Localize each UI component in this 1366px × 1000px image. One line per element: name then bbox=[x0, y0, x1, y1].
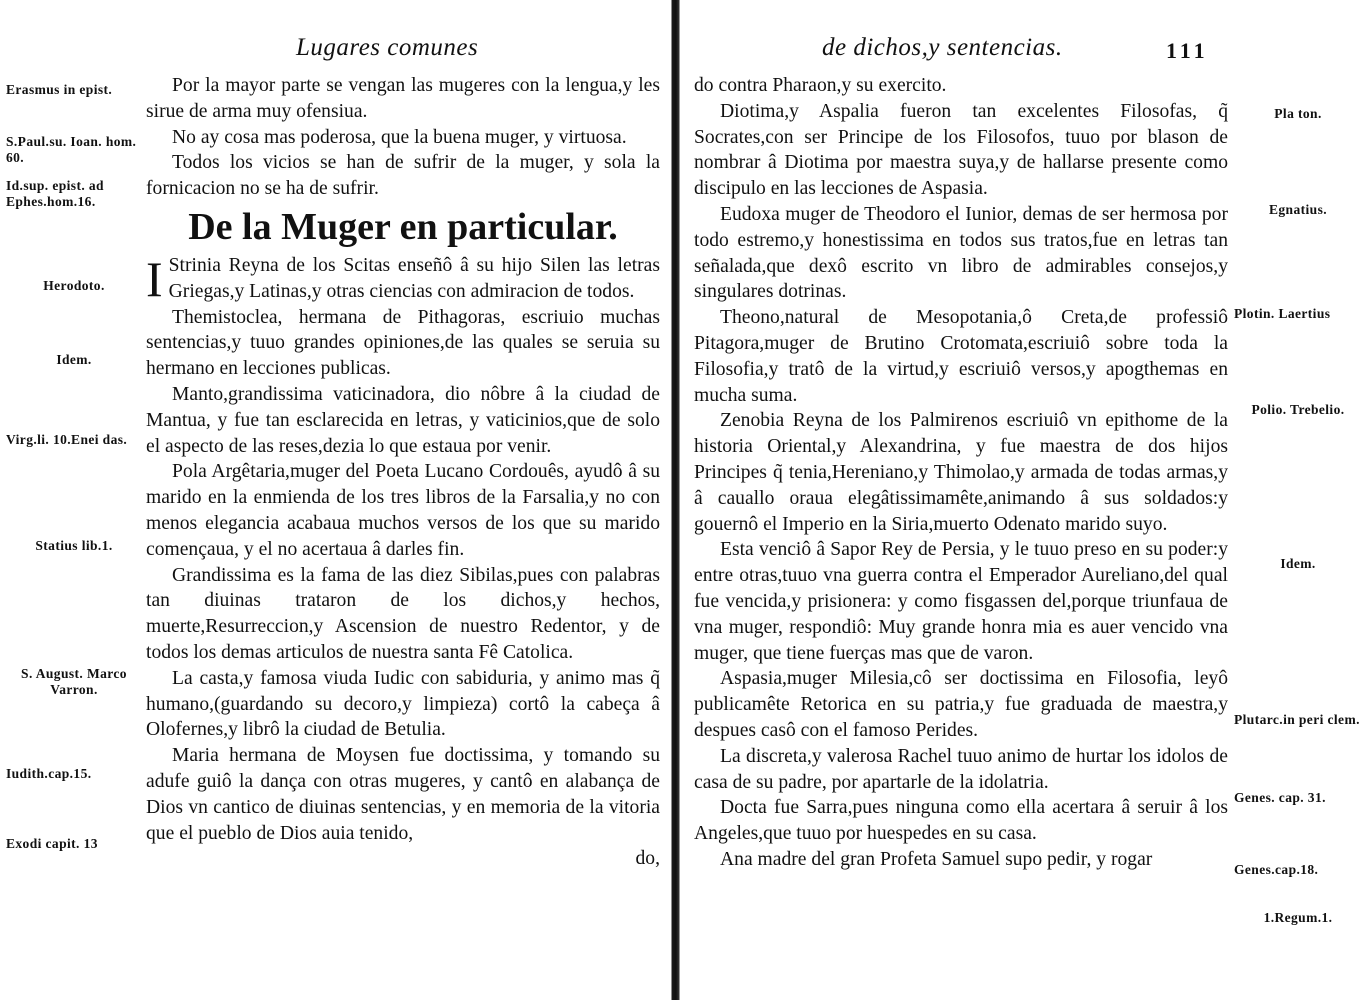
left-text-block bbox=[146, 73, 660, 872]
paragraph: Pola Argêtaria,muger del Poeta Lucano Cordouês, ayudô â su marido en la enmienda de los tres libros de la Farsalia,y no con menos elegancia acabaua muchos versos de los que su marido començaua, y el no acertaua â darles fin. bbox=[146, 461, 660, 560]
margin-note: Exodi capit. 13 bbox=[6, 836, 98, 851]
paragraph bbox=[146, 250, 660, 307]
margin-note: Genes.cap.18. bbox=[1234, 862, 1319, 877]
paragraph: Aspasia,muger Milesia,cô ser doctissima en Filosofia, leyô publicamête Retorica en su patria,y fue graduada de maestra,y despues casô con el famoso Perides. bbox=[694, 668, 1228, 741]
margin-note: S.Paul.su. Ioan. hom. 60. bbox=[6, 134, 137, 165]
margin-note: Statius lib.1. bbox=[35, 538, 113, 553]
paragraph: Theono,natural de Mesopotania,ô Creta,de professiô Pitagora,muger de Brutino Crotomata,escriuiô sobre toda la Filosofia,y tratô de la virtud,y escriuiô versos,y apogthemas en mucha suma. bbox=[694, 307, 1228, 406]
book-gutter bbox=[668, 0, 684, 1000]
paragraph: No ay cosa mas poderosa, que la buena muger, y virtuosa. bbox=[172, 126, 627, 148]
section-heading: De la Muger en particular. bbox=[188, 205, 618, 248]
drop-cap: I bbox=[146, 250, 163, 307]
paragraph: La discreta,y valerosa Rachel tuuo animo de hurtar los idolos de casa de su padre, por apartarle de la idolatria. bbox=[694, 745, 1228, 793]
paragraph-text: Strinia Reyna de los Scitas enseñô â su hijo Silen las letras Griegas,y Latinas,y otras ciencias con admiracion de todos. bbox=[168, 254, 660, 302]
paragraph: Eudoxa muger de Theodoro el Iunior, demas de ser hermosa por todo estremo,y honestissima en todos sus tratos,fue en letras tan señalada,que dexô escrito vn libro de admirables consejos,y singulares dotrinas. bbox=[694, 203, 1228, 303]
paragraph: Diotima,y Aspalia fueron tan excelentes Filosofas, q̃ Socrates,con ser Principe de los Filosofos, tuuo por blason de nombrar â Diotima por maestra suya,y de hallarse presente como discipulo en las lecciones de Aspasia. bbox=[694, 100, 1228, 200]
paragraph: Themistoclea, hermana de Pithagoras, escriuio muchas sentencias,y tuuo grandes opiniones,de las quales se seruia su hermano en lecciones publicas. bbox=[146, 306, 660, 380]
right-text-block bbox=[694, 73, 1228, 873]
margin-note: Genes. cap. 31. bbox=[1234, 790, 1326, 805]
right-page bbox=[684, 0, 1366, 1000]
right-running-head: de dichos,y sentencias. bbox=[822, 34, 1063, 61]
paragraph: Manto,grandissima vaticinadora, dio nôbre â la ciudad de Mantua, y fue tan esclarecida en letras, y vaticinios,que de solo el aspecto de las reses,dezia lo que estaua por venir. bbox=[146, 383, 660, 457]
paragraph: Grandissima es la fama de las diez Sibilas,pues con palabras tan diuinas trataron de los dichos,y hechos, muerte,Resurreccion,y Ascension de nuestro Redentor, y de todos los demas articulos de nuestra santa Fê Catolica. bbox=[146, 564, 660, 663]
paragraph: do contra Pharaon,y su exercito. bbox=[694, 75, 947, 96]
margin-note: Plotin. Laertius bbox=[1234, 306, 1331, 321]
paragraph: Todos los vicios se han de sufrir de la muger, y sola la fornicacion no se ha de sufrir. bbox=[146, 152, 660, 200]
margin-note: Erasmus in epist. bbox=[6, 82, 113, 97]
paragraph: Ana madre del gran Profeta Samuel supo pedir, y rogar bbox=[720, 848, 1153, 870]
margin-note: Idem. bbox=[1280, 556, 1316, 571]
margin-note: 1.Regum.1. bbox=[1263, 910, 1333, 925]
margin-note: Pla ton. bbox=[1274, 106, 1322, 121]
margin-note: Virg.li. 10.Enei das. bbox=[6, 432, 128, 447]
paragraph: Maria hermana de Moysen fue doctissima, y tomando su adufe guiô la dança con otras mugeres, y cantô en alabança de Dios vn cantico de diuinas sentencias, y en memoria de la vitoria que el pueblo de Dios auia tenido, bbox=[146, 745, 660, 844]
margin-note: Idem. bbox=[56, 352, 92, 367]
paragraph: Por la mayor parte se vengan las mugeres con la lengua,y les sirue de arma muy ofensiua. bbox=[146, 75, 660, 122]
page-number: 111 bbox=[1166, 38, 1209, 63]
margin-note: Herodoto. bbox=[43, 278, 105, 293]
margin-note: Id.sup. epist. ad Ephes.hom.16. bbox=[6, 178, 104, 209]
left-running-head: Lugares comunes bbox=[296, 34, 479, 61]
catchword: do, bbox=[635, 848, 660, 870]
margin-note: Egnatius. bbox=[1269, 202, 1327, 217]
left-page bbox=[0, 0, 668, 1000]
paragraph: Esta venciô â Sapor Rey de Persia, y le tuuo preso en su poder:y entre otras,tuuo vna guerra contra el Emperador Aureliano,del qual fue vencida,y prisionera: y como fisgassen del,porque triunfaua de vna muger, respondiô: Muy grande honra mia es auer vencido vna muger, que tiene fuerças mas que de varon. bbox=[694, 539, 1228, 664]
margin-note: Iudith.cap.15. bbox=[6, 766, 92, 781]
paragraph: Zenobia Reyna de los Palmirenos escriuiô vn epithome de la historia Oriental,y Alexandrina, y fue maestra de dos hijos Principes q̃ tenia,Hereniano,y Thimolao,y armada de todas armas,y â cauallo oraua elegâtissimamête,animando â sus soldados:y gouernô el Imperio en la Siria,muerto Odenato marido suyo. bbox=[694, 410, 1228, 535]
paragraph: Docta fue Sarra,pues ninguna como ella acertara â seruir â los Angeles,que tuuo por huespedes en su casa. bbox=[694, 797, 1228, 845]
margin-note: Polio. Trebelio. bbox=[1251, 402, 1345, 417]
margin-note: S. August. Marco Varron. bbox=[21, 666, 127, 697]
paragraph: La casta,y famosa viuda Iudic con sabiduria, y animo mas q̃ humano,(guardando su decoro,y limpieza) cortô la cabeça â Olofernes,y librô la ciudad de Betulia. bbox=[146, 667, 660, 741]
margin-note: Plutarc.in peri clem. bbox=[1234, 712, 1360, 727]
